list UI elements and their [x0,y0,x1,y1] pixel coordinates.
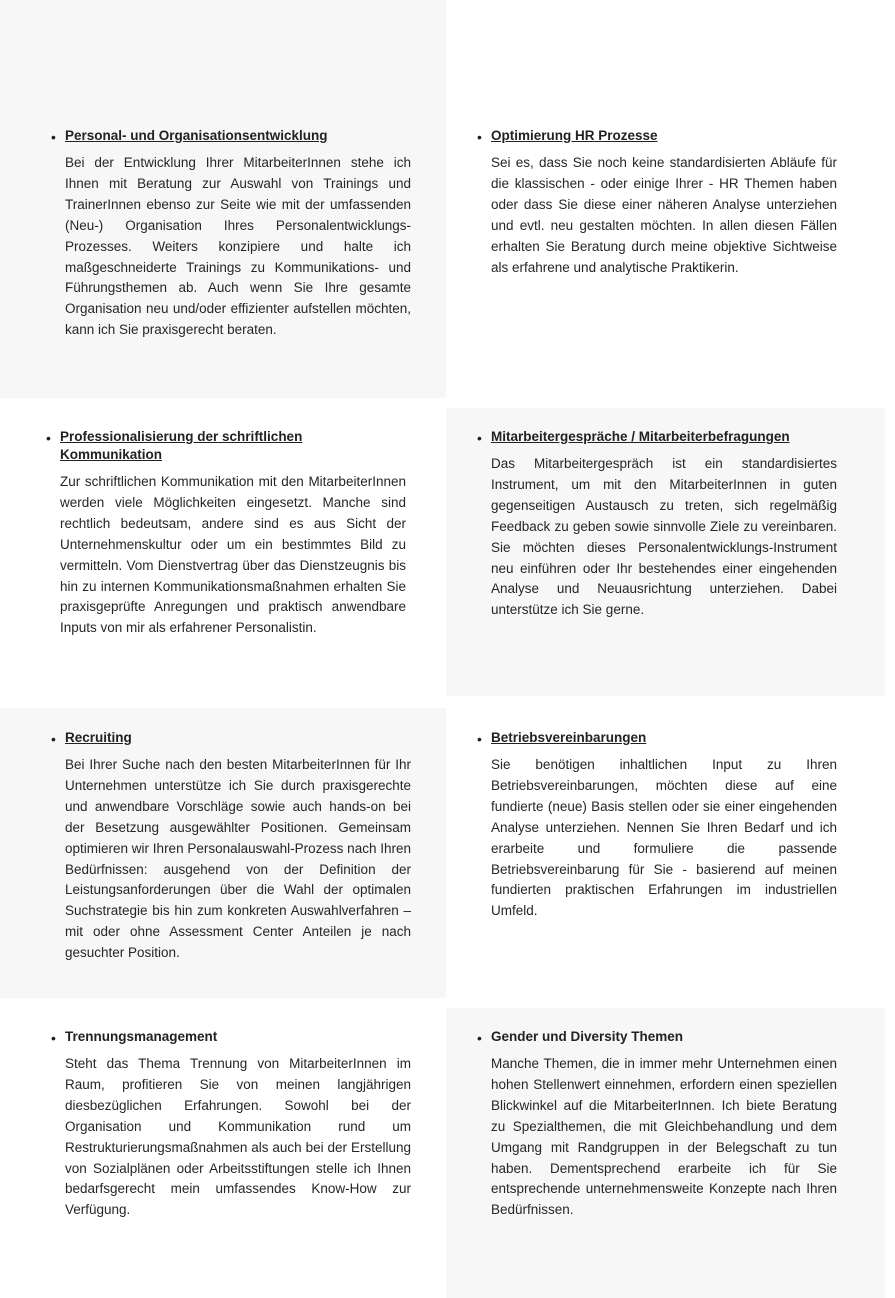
section-body: Das Mitarbeitergespräch ist ein standardisiertes Instrument, um mit den MitarbeiterInnen in guten gegenseitigen Austausch zu treten, sich regelmäßig Feedback zu geben sowie sinnvolle Ziele zu vereinbaren. Sie möchten dieses Personalentwicklungs-Instrument neu einführen oder Ihr bestehendes einer eingehenden Analyse und Neuausrichtung unterziehen. Dabei unterstütze ich Sie gerne. [491,456,837,618]
section-mitarbeitergespraeche [477,428,837,621]
bullet-icon: • [51,129,56,145]
section-body: Sei es, dass Sie noch keine standardisierten Abläufe für die klassischen - oder einige Ihrer - HR Themen haben oder dass Sie diese einer näheren Analyse unterziehen und evtl. neu gestalten möchten. In allen diesen Fällen erhalten Sie Beratung durch meine objektive Sichtweise als erfahrene und analytische Praktikerin. [491,155,837,275]
section-trennungsmanagement [51,1028,411,1221]
section-schriftliche-kommunikation [46,428,406,639]
bullet-icon: • [477,1030,482,1046]
section-gender-diversity [477,1028,837,1221]
bullet-icon: • [477,129,482,145]
section-body: Manche Themen, die in immer mehr Unternehmen einen hohen Stellenwert einnehmen, erfordern einen speziellen Blickwinkel auf die MitarbeiterInnen. Ich biete Beratung zu Spezialthemen, die mit Gleichbehandlung und dem Umgang mit Randgruppen in der Belegschaft zu tun haben. Dementsprechend erarbeite ich für Sie entsprechende unternehmensweite Konzepte nach Ihren Bedürfnissen. [491,1056,837,1218]
bullet-icon: • [51,1030,56,1046]
section-body: Bei der Entwicklung Ihrer MitarbeiterInnen stehe ich Ihnen mit Beratung zur Auswahl von Trainings und TrainerInnen ebenso zur Seite wie mit der umfassenden (Neu-) Organisation Ihres Personalentwicklungs-Prozesses. Weiters konzipiere und halte ich maßgeschneiderte Trainings zu Kommunikations- und Führungsthemen ab. Auch wenn Sie Ihre gesamte Organisation neu und/oder effizienter aufstellen möchten, kann ich Sie praxisgerecht beraten. [65,155,411,338]
bullet-icon: • [46,430,51,446]
section-title[interactable]: Recruiting [65,730,132,745]
section-body: Steht das Thema Trennung von MitarbeiterInnen im Raum, profitieren Sie von meinen langjährigen diesbezüglichen Erfahrungen. Sowohl bei der Organisation und Kommunikation rund um Restrukturierungsmaßnahmen als auch bei der Erstellung von Sozialplänen oder Arbeitsstiftungen stelle ich Ihnen bedarfsgerecht mein umfassendes Know-How zur Verfügung. [65,1056,411,1218]
section-title[interactable]: Optimierung HR Prozesse [491,128,658,143]
section-body: Sie benötigen inhaltlichen Input zu Ihren Betriebsvereinbarungen, möchten diese auf eine fundierte (neue) Basis stellen oder sie einer eingehenden Analyse unterziehen. Nennen Sie Ihren Bedarf und ich erarbeite und formuliere die passende Betriebsvereinbarung für Sie - basierend auf meinen fundierten praktischen Erfahrungen im industriellen Umfeld. [491,757,837,919]
section-body: Zur schriftlichen Kommunikation mit den MitarbeiterInnen werden viele Möglichkeiten eingesetzt. Manche sind rechtlich bedeutsam, andere sind es aus Sicht der Unternehmenskultur oder um ein bestimmtes Bild zu vermitteln. Vom Dienstvertrag über das Dienstzeugnis bis hin zu internen Kommunikationsmaßnahmen erhalten Sie praxisgeprüfte Anregungen und praktisch anwendbare Inputs von mir als erfahrener Personalistin. [60,474,406,636]
bullet-icon: • [477,430,482,446]
section-body: Bei Ihrer Suche nach den besten MitarbeiterInnen für Ihr Unternehmen unterstütze ich Sie durch praxisgerechte und anwendbare Vorschläge sowie auch hands-on bei der Besetzung ausgewählter Positionen. Gemeinsam optimieren wir Ihren Personalauswahl-Prozess nach Ihren Bedürfnissen: ausgehend von der Definition der Leistungsanforderungen über die Wahl der optimalen Suchstrategie bis hin zum konkreten Auswahlverfahren – mit oder ohne Assessment Center Anteilen je nach gesuchter Position. [65,757,411,961]
section-title: Gender und Diversity Themen [491,1029,684,1044]
section-title[interactable]: Personal- und Organisationsentwicklung [65,128,328,143]
section-title[interactable]: Betriebsvereinbarungen [491,730,647,745]
bullet-icon: • [477,731,482,747]
section-personal-organisationsentwicklung [51,127,411,341]
section-title[interactable]: Professionalisierung der schriftlichen Kommunikation [60,429,303,462]
section-title[interactable]: Mitarbeitergespräche / Mitarbeiterbefragungen [491,429,790,444]
section-optimierung-hr-prozesse [477,127,837,278]
bullet-icon: • [51,731,56,747]
section-recruiting [51,729,411,964]
section-betriebsvereinbarungen [477,729,837,922]
section-title: Trennungsmanagement [65,1029,218,1044]
